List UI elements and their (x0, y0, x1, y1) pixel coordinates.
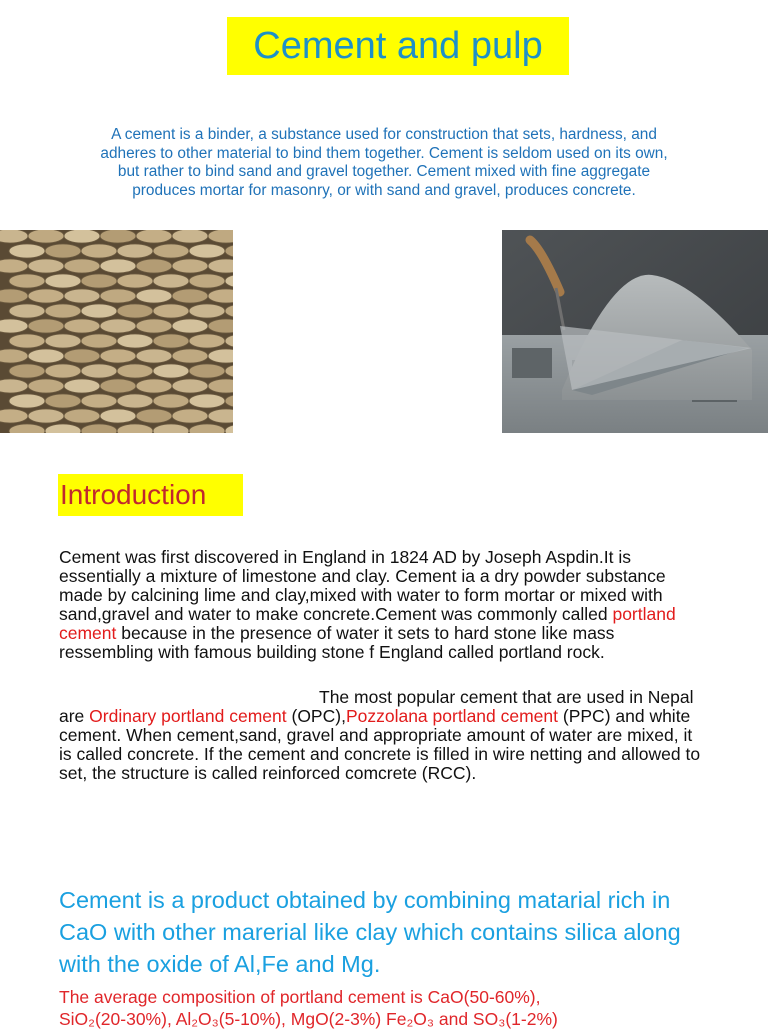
portland-cement-highlight: portland cement (59, 604, 676, 643)
introduction-paragraph-2 (59, 688, 709, 783)
opc-highlight: Ordinary portland cement (89, 706, 287, 726)
section-heading-introduction: Introduction (58, 474, 243, 516)
para2-text-after: (PPC) and white cement. When cement,sand, gravel and appropriate amount of water are mixed, it is called concrete. If the cement and concrete is filled in wire netting and allowed to set, the structure is called reinforced comcrete (RCC). (59, 706, 701, 783)
intro-paragraph: A cement is a binder, a substance used for construction that sets, hardness, and adheres to other material to bind them together. Cement is seldom used on its own, but rather to bind sand and gravel together. Cement mixed with fine aggregate produces mortar for masonry, or with sand and gravel, produces concrete. (100, 126, 668, 199)
composition-line-1: The average composition of portland cement is CaO(50-60%), (59, 987, 541, 1007)
page-title: Cement and pulp (227, 17, 569, 75)
ppc-highlight: Pozzolana portland cement (345, 706, 559, 726)
introduction-paragraph-1 (59, 548, 709, 662)
cement-bags-photo (0, 230, 233, 433)
para2-text-before: The most popular cement that are used in Nepal are (59, 687, 694, 726)
para1-text-after: because in the presence of water it sets to hard stone like mass ressembling with famous building stone f England called portland rock. (59, 623, 615, 662)
definition-paragraph: Cement is a product obtained by combining matarial rich in CaO with other marerial like clay which contains silica along with the oxide of Al,Fe and Mg. (59, 887, 681, 977)
trowel-cement-photo (502, 230, 768, 433)
composition-line-2: SiO₂(20-30%), Al₂O₃(5-10%), MgO(2-3%) Fe₂O₃ and SO₃(1-2%) (59, 1009, 558, 1029)
para2-text-mid: (OPC), (286, 706, 346, 726)
para1-text-before: Cement was first discovered in England in 1824 AD by Joseph Aspdin.It is essentially a mixture of limestone and clay. Cement ia a dry powder substance made by calcining lime and clay,mixed with water to form mortar or mixed with sand,gravel and water to make concrete.Cement was commonly called (59, 547, 666, 624)
composition-paragraph (59, 986, 739, 1030)
